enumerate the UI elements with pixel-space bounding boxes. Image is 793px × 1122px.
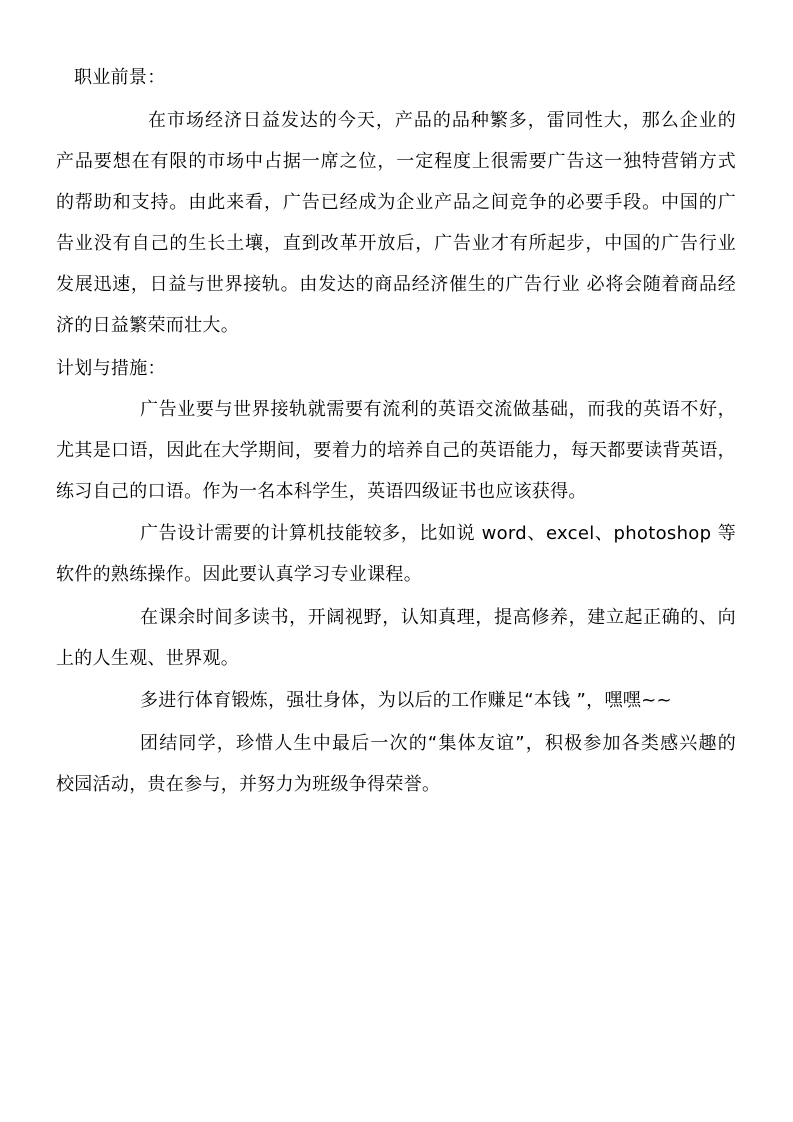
paragraph-line: 发展迅速，日益与世界接轨。由发达的商品经济催生的广告行业 必将会随着商品经 <box>56 274 736 295</box>
paragraph-line: 团结同学，珍惜人生中最后一次的“集体友谊”，积极参加各类感兴趣的 <box>140 733 736 754</box>
paragraph-line: 校园活动，贵在参与，并努力为班级争得荣誉。 <box>56 774 441 795</box>
paragraph-line: 练习自己的口语。作为一名本科学生，英语四级证书也应该获得。 <box>56 481 587 502</box>
paragraph-line: 软件的熟练操作。因此要认真学习专业课程。 <box>56 564 422 585</box>
section-heading-career-outlook: 职业前景： <box>74 67 166 88</box>
paragraph-line: 广告业要与世界接轨就需要有流利的英语交流做基础，而我的英语不好， <box>140 399 736 420</box>
paragraph-line: 产品要想在有限的市场中占据一席之位，一定程度上很需要广告这一独特营销方式 <box>56 151 736 172</box>
section-heading-plans-measures: 计划与措施： <box>56 358 166 379</box>
paragraph-line: 告业没有自己的生长土壤，直到改革开放后，广告业才有所起步，中国的广告行业 <box>56 233 736 254</box>
paragraph-line: 在课余时间多读书，开阔视野，认知真理，提高修养，建立起正确的、向 <box>140 607 736 628</box>
paragraph-line: 在市场经济日益发达的今天，产品的品种繁多，雷同性大，那么企业的 <box>148 110 736 131</box>
paragraph-line: 多进行体育锻炼，强壮身体，为以后的工作赚足“本钱 ”，嘿嘿~~ <box>140 690 672 711</box>
paragraph-line: 的帮助和支持。由此来看，广告已经成为企业产品之间竞争的必要手段。中国的广 <box>56 192 736 213</box>
paragraph-line: 济的日益繁荣而壮大。 <box>56 315 239 336</box>
paragraph-line: 上的人生观、世界观。 <box>56 648 239 669</box>
paragraph-line: 尤其是口语，因此在大学期间，要着力的培养自己的英语能力，每天都要读背英语， <box>56 440 736 461</box>
paragraph-line: 广告设计需要的计算机技能较多，比如说 word、excel、photoshop 等 <box>140 523 736 544</box>
